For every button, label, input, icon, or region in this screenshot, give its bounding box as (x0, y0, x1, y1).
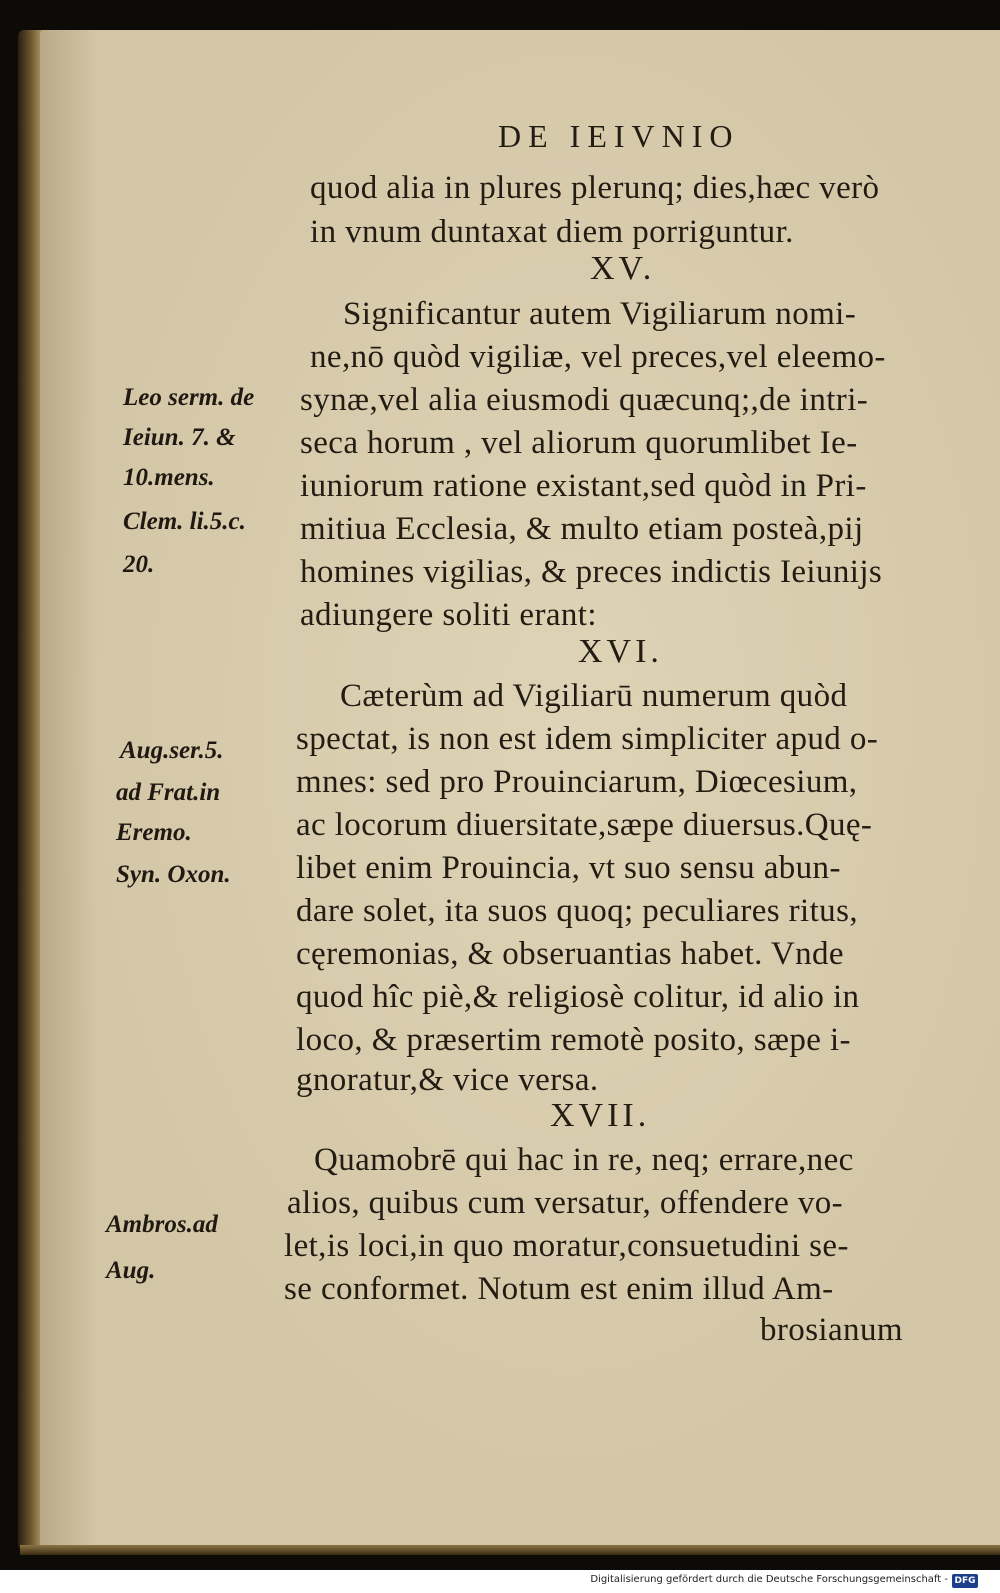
text-line: loco, & præsertim remotè posito, sæpe i- (296, 1022, 851, 1058)
text-line: ne,nō quòd vigiliæ, vel preces,vel eleemo- (310, 339, 886, 375)
margin-note: 10.mens. (123, 464, 215, 491)
page-bottom-edge (20, 1545, 1000, 1555)
margin-note: Eremo. (116, 819, 192, 846)
text-line: se conformet. Notum est enim illud Am- (284, 1271, 834, 1307)
text-line: iuniorum ratione existant,sed quòd in Pri- (300, 468, 867, 504)
text-line: adiungere soliti erant: (300, 597, 597, 633)
text-line: let,is loci,in quo moratur,consuetudini se- (284, 1228, 849, 1264)
text-line: mitiua Ecclesia, & multo etiam posteà,pij (300, 511, 864, 547)
text-line: synæ,vel alia eiusmodi quæcunq;,de intri- (300, 382, 869, 418)
running-head: DE IEIVNIO (498, 118, 740, 154)
digitization-footer (0, 1570, 1000, 1593)
margin-note: Ambros.ad (106, 1211, 218, 1238)
dfg-logo-icon: DFG (952, 1574, 978, 1588)
text-line: quod hîc piè,& religiosè colitur, id alio in (296, 979, 860, 1015)
text-line: spectat, is non est idem simpliciter apud o- (296, 721, 879, 757)
margin-note: 20. (123, 551, 155, 578)
catchword: brosianum (760, 1312, 903, 1348)
text-line: Cæterùm ad Vigiliarū numerum quòd (340, 678, 848, 714)
margin-note: Leo serm. de (123, 384, 255, 411)
text-line: homines vigilias, & preces indictis Ieiunijs (300, 554, 883, 590)
text-line: in vnum duntaxat diem porriguntur. (310, 214, 794, 250)
section-numeral: XVI. (578, 633, 663, 670)
margin-note: Syn. Oxon. (116, 861, 231, 888)
text-line: cęremonias, & obseruantias habet. Vnde (296, 936, 844, 972)
text-line: dare solet, ita suos quoq; peculiares ritus, (296, 893, 858, 929)
margin-note: Clem. li.5.c. (123, 508, 246, 535)
text-line: Significantur autem Vigiliarum nomi- (343, 296, 857, 332)
margin-note: Ieiun. 7. & (123, 424, 236, 451)
section-numeral: XV. (590, 250, 656, 287)
text-line: libet enim Prouincia, vt suo sensu abun- (296, 850, 841, 886)
text-line: ac locorum diuersitate,sæpe diuersus.Quę- (296, 807, 873, 843)
margin-note: Aug. (106, 1257, 156, 1284)
margin-note: ad Frat.in (116, 779, 221, 806)
text-line: Quamobrē qui hac in re, neq; errare,nec (314, 1142, 854, 1178)
margin-note: Aug.ser.5. (120, 737, 224, 764)
text-line: gnoratur,& vice versa. (296, 1062, 599, 1098)
text-line: quod alia in plures plerunq; dies,hæc verò (310, 170, 880, 206)
text-line: seca horum , vel aliorum quorumlibet Ie- (300, 425, 858, 461)
text-line: alios, quibus cum versatur, offendere vo- (287, 1185, 844, 1221)
section-numeral: XVII. (550, 1097, 651, 1134)
footer-text: Digitalisierung gefördert durch die Deutsche Forschungsgemeinschaft - (590, 1574, 948, 1585)
text-line: mnes: sed pro Prouinciarum, Diœcesium, (296, 764, 858, 800)
